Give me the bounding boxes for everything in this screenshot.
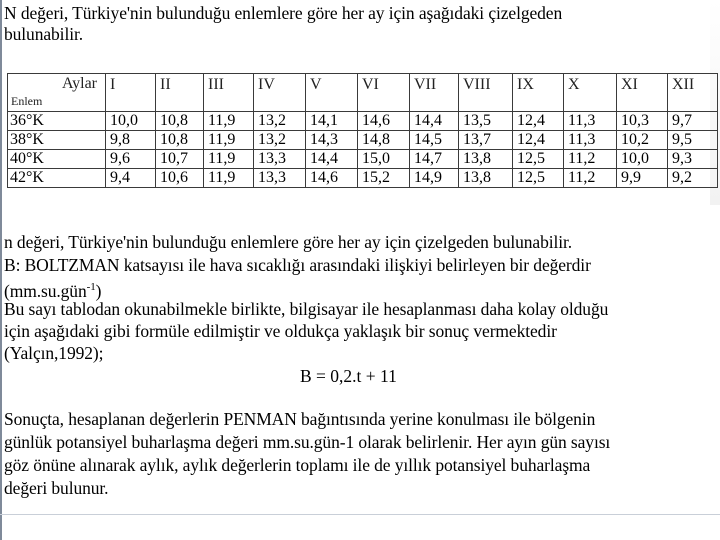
left-border [0, 0, 2, 540]
value-cell: 14,1 [306, 112, 358, 131]
value-cell: 9,5 [668, 131, 718, 150]
value-cell: 9,7 [668, 112, 718, 131]
month-header: IV [254, 74, 306, 112]
value-cell: 10,3 [617, 112, 668, 131]
value-cell: 15,2 [358, 169, 410, 188]
month-header: XI [617, 74, 668, 112]
value-cell: 14,6 [306, 169, 358, 188]
paragraph-2-line-1: Sonuçta, hesaplanan değerlerin PENMAN bağıntısında yerine konulması ile bölgenin [4, 409, 596, 429]
value-cell: 11,9 [204, 131, 254, 150]
paragraph-1-line-1: Bu sayı tablodan okunabilmekle birlikte, bilgisayar ile hesaplanması daha kolay olduğu [4, 299, 609, 319]
table-header-row [8, 74, 718, 112]
value-cell: 9,3 [668, 150, 718, 169]
latitude-cell: 38°K [8, 131, 106, 150]
table-row [8, 131, 718, 150]
value-cell: 13,3 [254, 169, 306, 188]
value-cell: 14,4 [410, 112, 459, 131]
paragraph-1-line-2: için aşağıdaki gibi formüle edilmiştir ve oldukça yaklaşık bir sonuç vermektedir [4, 321, 557, 341]
b-formula: B = 0,2.t + 11 [300, 366, 397, 386]
value-cell: 14,4 [306, 150, 358, 169]
paragraph-2-line-3: göz önüne alınarak aylık, aylık değerlerin toplamı ile de yıllık potansiyel buharlaşma [4, 455, 591, 475]
value-cell: 15,0 [358, 150, 410, 169]
latitude-header: Enlem [11, 94, 43, 108]
value-cell: 10,8 [156, 112, 204, 131]
value-cell: 14,6 [358, 112, 410, 131]
value-cell: 11,9 [204, 112, 254, 131]
paragraph-1-line-3: (Yalçın,1992); [4, 343, 104, 363]
value-cell: 9,4 [106, 169, 156, 188]
month-header: XII [668, 74, 718, 112]
value-cell: 11,3 [564, 131, 617, 150]
value-cell: 10,0 [106, 112, 156, 131]
table-row [8, 150, 718, 169]
unit-exponent: -1 [86, 281, 96, 293]
value-cell: 9,6 [106, 150, 156, 169]
value-cell: 13,8 [459, 150, 513, 169]
unit-close: ) [95, 280, 102, 301]
table-row [8, 169, 718, 188]
month-header: X [564, 74, 617, 112]
paragraph-2-line-2: günlük potansiyel buharlaşma değeri mm.su.gün-1 olarak belirlenir. Her ayın gün sayısı [4, 432, 611, 452]
value-cell: 11,3 [564, 112, 617, 131]
value-cell: 13,2 [254, 131, 306, 150]
month-header: I [106, 74, 156, 112]
value-cell: 10,2 [617, 131, 668, 150]
value-cell: 9,8 [106, 131, 156, 150]
unit-text: (mm.su.gün [4, 280, 87, 301]
value-cell: 13,5 [459, 112, 513, 131]
table-row [8, 112, 718, 131]
value-cell: 14,7 [410, 150, 459, 169]
value-cell: 11,2 [564, 150, 617, 169]
value-cell: 13,3 [254, 150, 306, 169]
value-cell: 9,2 [668, 169, 718, 188]
value-cell: 9,9 [617, 169, 668, 188]
value-cell: 11,9 [204, 150, 254, 169]
value-cell: 10,7 [156, 150, 204, 169]
value-cell: 12,4 [513, 131, 564, 150]
value-cell: 13,2 [254, 112, 306, 131]
n-description: n değeri, Türkiye'nin bulunduğu enlemlere göre her ay için çizelgeden bulunabilir. [4, 232, 573, 252]
paragraph-2-line-4: değeri bulunur. [4, 478, 109, 498]
latitude-cell: 36°K [8, 112, 106, 131]
latitude-cell: 42°K [8, 169, 106, 188]
value-cell: 13,7 [459, 131, 513, 150]
month-header: VII [410, 74, 459, 112]
month-header: IX [513, 74, 564, 112]
value-cell: 10,0 [617, 150, 668, 169]
value-cell: 14,8 [358, 131, 410, 150]
value-cell: 11,9 [204, 169, 254, 188]
intro-line-2: bulunabilir. [4, 24, 84, 44]
months-header: Aylar [62, 75, 97, 92]
month-header: VI [358, 74, 410, 112]
table-corner-cell [8, 74, 106, 112]
value-cell: 12,4 [513, 112, 564, 131]
value-cell: 13,8 [459, 169, 513, 188]
bottom-border [0, 514, 720, 515]
n-values-table [7, 73, 718, 188]
month-header: II [156, 74, 204, 112]
month-header: III [204, 74, 254, 112]
value-cell: 10,6 [156, 169, 204, 188]
b-definition: B: BOLTZMAN katsayısı ile hava sıcaklığı arasındaki ilişkiyi belirleyen bir değerdir [4, 255, 591, 275]
value-cell: 10,8 [156, 131, 204, 150]
value-cell: 12,5 [513, 169, 564, 188]
value-cell: 14,5 [410, 131, 459, 150]
month-header: V [306, 74, 358, 112]
month-header: VIII [459, 74, 513, 112]
value-cell: 11,2 [564, 169, 617, 188]
intro-line-1: N değeri, Türkiye'nin bulunduğu enlemlere göre her ay için aşağıdaki çizelgeden [4, 3, 563, 23]
value-cell: 14,3 [306, 131, 358, 150]
value-cell: 12,5 [513, 150, 564, 169]
latitude-cell: 40°K [8, 150, 106, 169]
value-cell: 14,9 [410, 169, 459, 188]
